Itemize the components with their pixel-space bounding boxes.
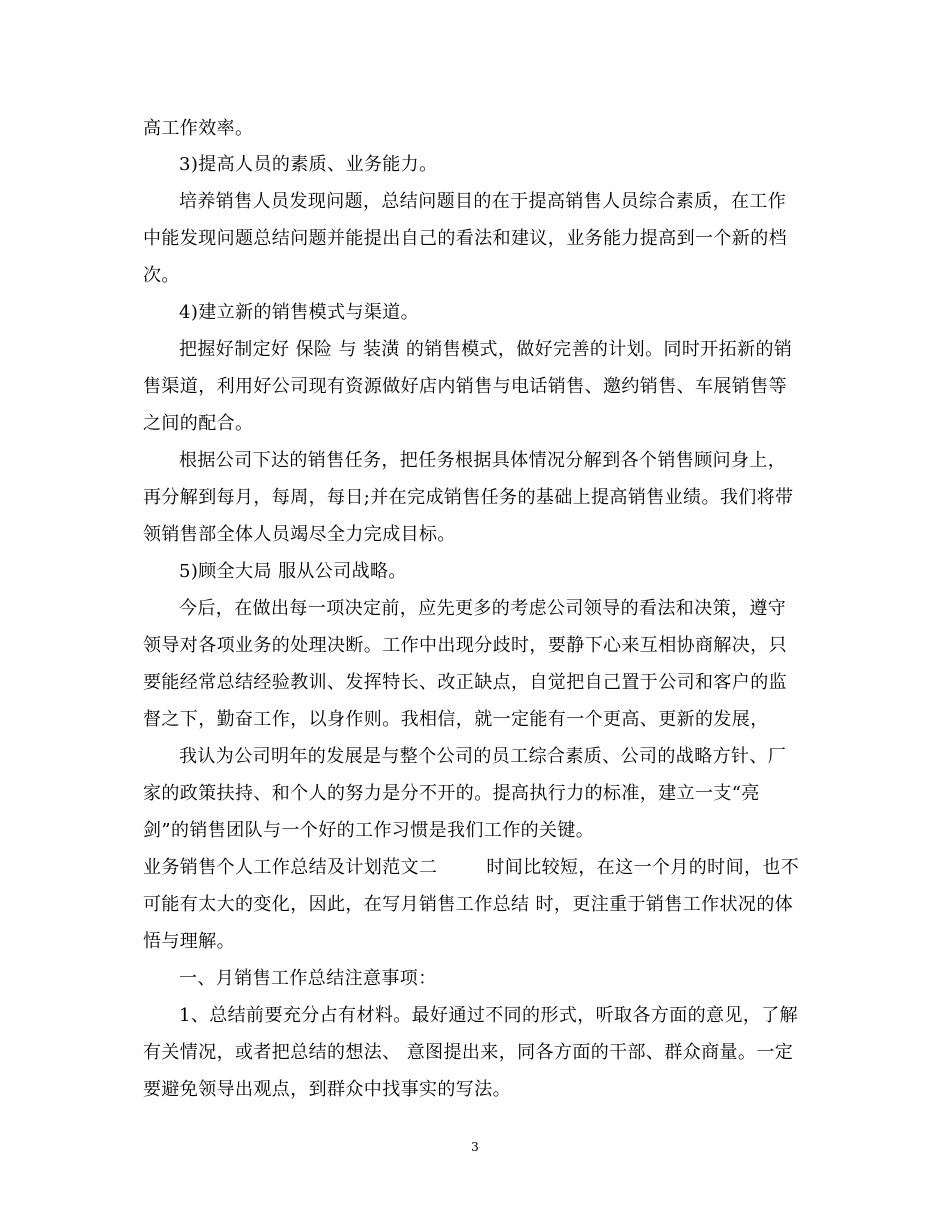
paragraph-line: 根据公司下达的销售任务，把任务根据具体情况分解到各个销售顾问身上， [179, 450, 787, 471]
paragraph-line: 次。 [143, 265, 180, 286]
paragraph-line: 培养销售人员发现问题，总结问题目的在于提高销售人员综合素质，在工作 [179, 191, 787, 212]
paragraph-line: 把握好制定好 保险 与 装潢 的销售模式，做好完善的计划。同时开拓新的销 [179, 339, 793, 360]
text-line: 高工作效率。 [143, 118, 254, 139]
paragraph-line: 再分解到每月，每周，每日;并在完成销售任务的基础上提高销售业绩。我们将带 [143, 487, 794, 508]
section-heading: 一、月销售工作总结注意事项： [179, 968, 437, 989]
paragraph-line: 中能发现问题总结问题并能提出自己的看法和建议，业务能力提高到一个新的档 [143, 228, 787, 249]
paragraph-line: 可能有太大的变化，因此，在写月销售工作总结 时，更注重于销售工作状况的体 [143, 894, 794, 915]
paragraph-line: 领销售部全体人员竭尽全力完成目标。 [143, 524, 456, 545]
section-heading: 3)提高人员的素质、业务能力。 [179, 154, 438, 175]
paragraph-line: 有关情况，或者把总结的想法、 意图提出来，同各方面的干部、群众商量。一定 [143, 1042, 794, 1063]
article-title-line: 业务销售个人工作总结及计划范文二 时间比较短，在这一个月的时间，也不 [143, 857, 800, 878]
section-heading: 5)顾全大局 服从公司战略。 [179, 561, 407, 582]
paragraph-line: 我认为公司明年的发展是与整个公司的员工综合素质、公司的战略方针、厂 [179, 746, 787, 767]
paragraph-line: 售渠道，利用好公司现有资源做好店内销售与电话销售、邀约销售、车展销售等 [143, 376, 787, 397]
paragraph-line: 督之下，勤奋工作，以身作则。我相信，就一定能有一个更高、更新的发展， [143, 709, 769, 730]
paragraph-line: 1、总结前要充分占有材料。最好通过不同的形式，听取各方面的意见，了解 [179, 1005, 799, 1026]
paragraph-line: 要能经常总结经验教训、发挥特长、改正缺点，自觉把自己置于公司和客户的监 [143, 672, 787, 693]
paragraph-line: 剑”的销售团队与一个好的工作习惯是我们工作的关键。 [143, 820, 595, 841]
paragraph-line: 今后，在做出每一项决定前，应先更多的考虑公司领导的看法和决策，遵守 [179, 598, 787, 619]
paragraph-line: 之间的配合。 [143, 413, 254, 434]
paragraph-line: 家的政策扶持、和个人的努力是分不开的。提高执行力的标准，建立一支“亮 [143, 783, 760, 804]
page-number: 3 [471, 1140, 479, 1154]
paragraph-line: 悟与理解。 [143, 931, 235, 952]
section-heading: 4)建立新的销售模式与渠道。 [179, 302, 420, 323]
paragraph-line: 领导对各项业务的处理决断。工作中出现分歧时，要静下心来互相协商解决，只 [143, 635, 787, 656]
paragraph-line: 要避免领导出观点，到群众中找事实的写法。 [143, 1079, 511, 1100]
